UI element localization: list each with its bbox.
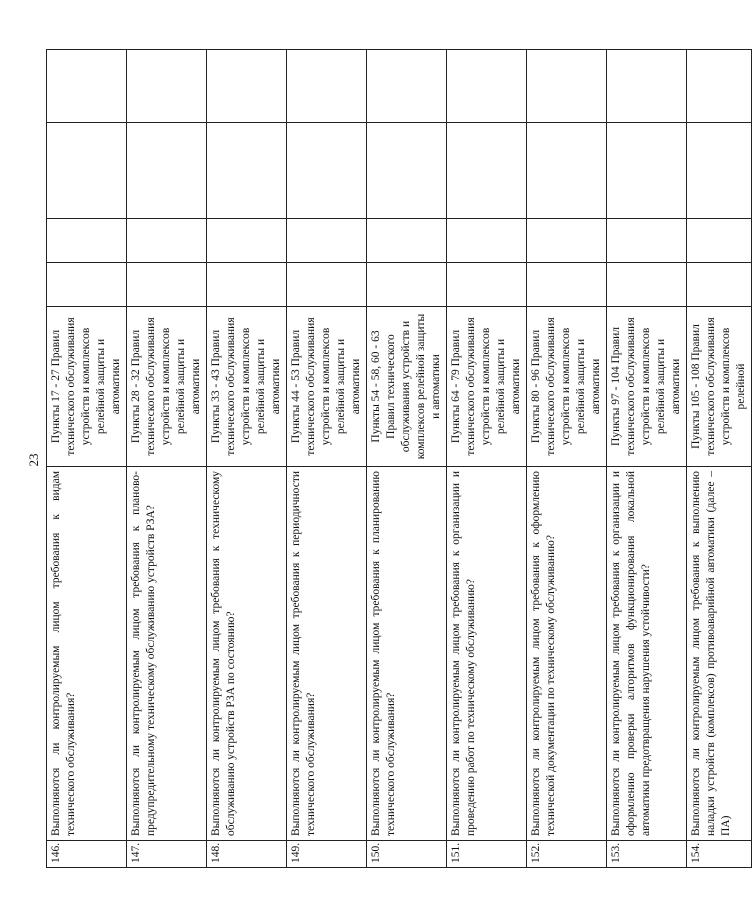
not-applicable-cell bbox=[447, 123, 527, 219]
note-cell bbox=[607, 50, 687, 123]
requirements-table-rotated bbox=[46, 50, 747, 868]
answer-no-cell bbox=[287, 219, 367, 263]
not-applicable-cell bbox=[287, 123, 367, 219]
answer-yes-cell bbox=[127, 263, 207, 307]
question-cell: Выполняются ли контролируемым лицом требования к организации и оформлению проверки алгоритмов функционирования локальной автоматики предотвращения нарушения устойчивости? bbox=[607, 467, 687, 841]
not-applicable-cell bbox=[367, 123, 447, 219]
reference-cell: Пункты 80 - 96 Правил технического обслуживания устройств и комплексов релейной защиты и автоматики bbox=[527, 307, 607, 467]
reference-cell: Пункты 64 - 79 Правил технического обслуживания устройств и комплексов релейной защиты и автоматики bbox=[447, 307, 527, 467]
not-applicable-cell bbox=[527, 123, 607, 219]
not-applicable-cell bbox=[207, 123, 287, 219]
question-cell: Выполняются ли контролируемым лицом требования к планированию технического обслуживания? bbox=[367, 467, 447, 841]
row-number: 152. bbox=[527, 841, 607, 868]
row-number: 146. bbox=[47, 841, 127, 868]
not-applicable-cell bbox=[127, 123, 207, 219]
not-applicable-cell bbox=[47, 123, 127, 219]
not-applicable-cell bbox=[607, 123, 687, 219]
answer-yes-cell bbox=[287, 263, 367, 307]
answer-no-cell bbox=[687, 219, 752, 263]
reference-cell: Пункты 17 - 27 Правил технического обслуживания устройств и комплексов релейной защиты и автоматики bbox=[47, 307, 127, 467]
answer-yes-cell bbox=[447, 263, 527, 307]
question-cell: Выполняются ли контролируемым лицом требования к выполнению наладки устройств (комплексов) противоаварийной автоматики (далее – ПА) bbox=[687, 467, 752, 841]
answer-yes-cell bbox=[47, 263, 127, 307]
table-row bbox=[607, 50, 687, 868]
reference-cell: Пункты 28 - 32 Правил технического обслуживания устройств и комплексов релейной защиты и автоматики bbox=[127, 307, 207, 467]
note-cell bbox=[527, 50, 607, 123]
answer-no-cell bbox=[527, 219, 607, 263]
table-row bbox=[447, 50, 527, 868]
row-number: 149. bbox=[287, 841, 367, 868]
answer-no-cell bbox=[47, 219, 127, 263]
page-number: 23 bbox=[26, 453, 41, 467]
answer-no-cell bbox=[127, 219, 207, 263]
question-cell: Выполняются ли контролируемым лицом требования к периодичности технического обслуживания? bbox=[287, 467, 367, 841]
note-cell bbox=[367, 50, 447, 123]
reference-cell: Пункты 97 - 104 Правил технического обслуживания устройств и комплексов релейной защиты и автоматики bbox=[607, 307, 687, 467]
note-cell bbox=[687, 50, 752, 123]
row-number: 151. bbox=[447, 841, 527, 868]
row-number: 154. bbox=[687, 841, 752, 868]
note-cell bbox=[287, 50, 367, 123]
reference-cell: Пункты 44 - 53 Правил технического обслуживания устройств и комплексов релейной защиты и автоматики bbox=[287, 307, 367, 467]
answer-yes-cell bbox=[607, 263, 687, 307]
note-cell bbox=[447, 50, 527, 123]
row-number: 147. bbox=[127, 841, 207, 868]
answer-no-cell bbox=[207, 219, 287, 263]
reference-cell: Пункты 33 - 43 Правил технического обслуживания устройств и комплексов релейной защиты и автоматики bbox=[207, 307, 287, 467]
answer-yes-cell bbox=[207, 263, 287, 307]
note-cell bbox=[47, 50, 127, 123]
reference-cell: Пункты 105 - 108 Правил технического обслуживания устройств и комплексов релейной bbox=[687, 307, 752, 467]
table-row bbox=[127, 50, 207, 868]
question-cell: Выполняются ли контролируемым лицом требования к планово-предупредительному техническому обслуживанию устройств РЗА? bbox=[127, 467, 207, 841]
question-cell: Выполняются ли контролируемым лицом требования к оформлению технической документации по техническому обслуживанию? bbox=[527, 467, 607, 841]
requirements-table bbox=[46, 49, 752, 868]
question-cell: Выполняются ли контролируемым лицом требования к видам технического обслуживания? bbox=[47, 467, 127, 841]
answer-yes-cell bbox=[527, 263, 607, 307]
row-number: 148. bbox=[207, 841, 287, 868]
answer-yes-cell bbox=[367, 263, 447, 307]
question-cell: Выполняются ли контролируемым лицом требования к организации и проведению работ по техническому обслуживанию? bbox=[447, 467, 527, 841]
row-number: 150. bbox=[367, 841, 447, 868]
not-applicable-cell bbox=[687, 123, 752, 219]
table-row bbox=[687, 50, 752, 868]
table-row bbox=[287, 50, 367, 868]
row-number: 153. bbox=[607, 841, 687, 868]
table-row bbox=[367, 50, 447, 868]
table-row bbox=[527, 50, 607, 868]
answer-no-cell bbox=[447, 219, 527, 263]
answer-no-cell bbox=[607, 219, 687, 263]
answer-no-cell bbox=[367, 219, 447, 263]
reference-cell: Пункты 54 - 58, 60 - 63 Правил технического обслуживания устройств и комплексов релейной защиты и автоматики bbox=[367, 307, 447, 467]
table-row bbox=[207, 50, 287, 868]
question-cell: Выполняются ли контролируемым лицом требования к техническому обслуживанию устройств РЗА по состоянию? bbox=[207, 467, 287, 841]
note-cell bbox=[207, 50, 287, 123]
note-cell bbox=[127, 50, 207, 123]
table-row bbox=[47, 50, 127, 868]
answer-yes-cell bbox=[687, 263, 752, 307]
